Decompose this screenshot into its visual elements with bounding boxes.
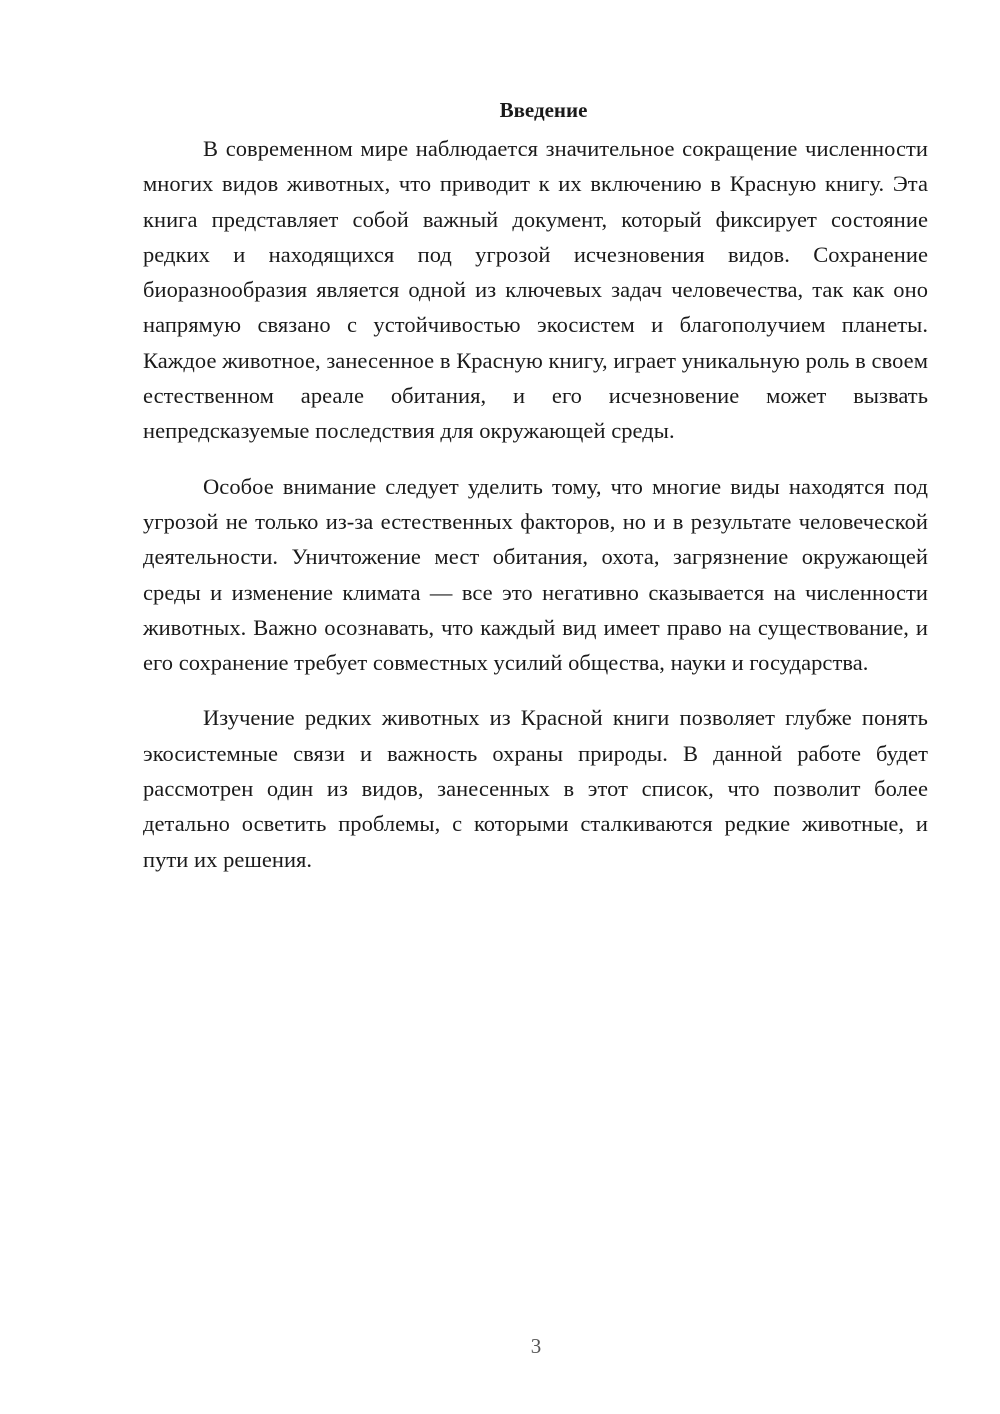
paragraph-3: Изучение редких животных из Красной книги позволяет глубже понять экосистемные связи и важность охраны природы. В данной работе будет рассмотрен один из видов, занесенных в этот список, что позволит более детально осветить проблемы, с которыми сталкиваются редкие животные, и пути их решения. xyxy=(143,705,928,872)
paragraph-1: В современном мире наблюдается значительное сокращение численности многих видов животных, что приводит к их включению в Красную книгу. Эта книга представляет собой важный документ, который фиксирует состояние редких и находящихся под угрозой исчезновения видов. Сохранение биоразнообразия является одной из ключевых задач человечества, так как оно напрямую связано с устойчивостью экосистем и благополучием планеты. Каждое животное, занесенное в Красную книгу, играет уникальную роль в своем естественном ареале обитания, и его исчезновение может вызвать непредсказуемые последствия для окружающей среды. xyxy=(143,136,928,444)
section-title: Введение xyxy=(499,98,588,122)
page-content xyxy=(143,93,928,897)
paragraph-2: Особое внимание следует уделить тому, что многие виды находятся под угрозой не только из-за естественных факторов, но и в результате человеческой деятельности. Уничтожение мест обитания, охота, загрязнение окружающей среды и изменение климата — все это негативно сказывается на численности животных. Важно осознавать, что каждый вид имеет право на существование, и его сохранение требует совместных усилий общества, науки и государства. xyxy=(143,473,928,676)
page-number: 3 xyxy=(530,1334,542,1358)
